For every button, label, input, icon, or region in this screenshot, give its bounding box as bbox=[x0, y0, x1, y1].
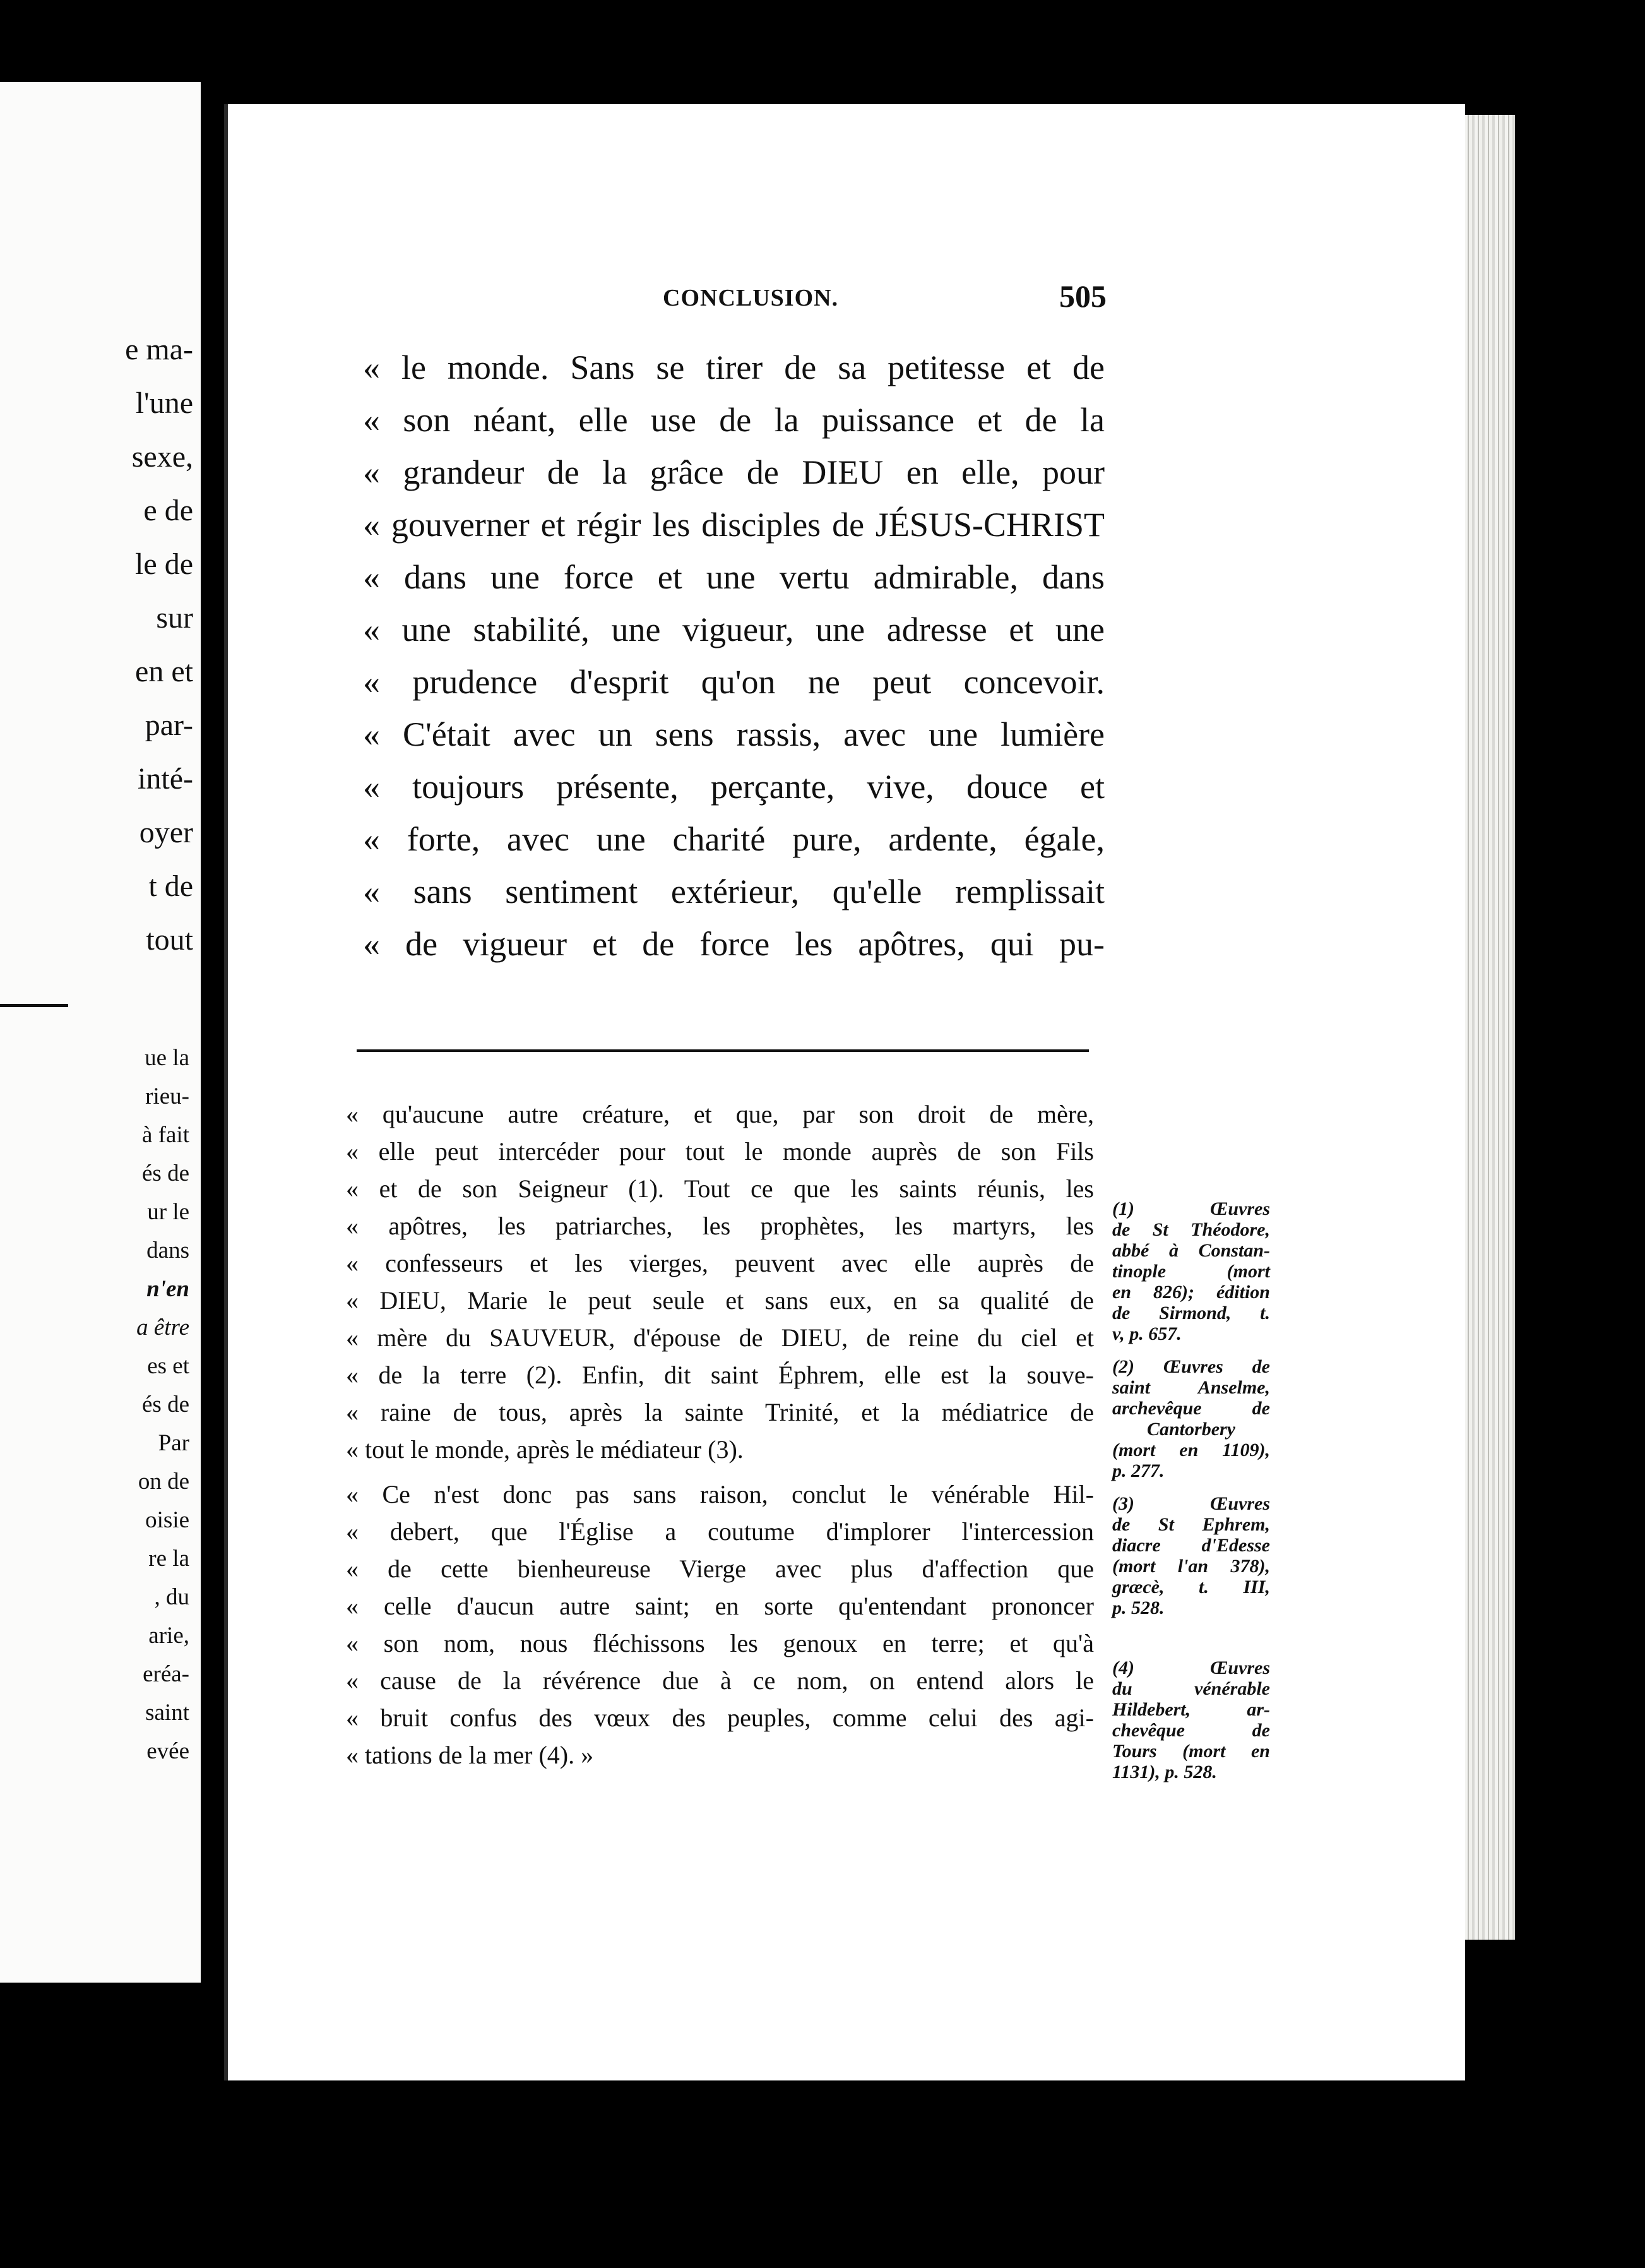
footnote-line: « son nom, nous fléchissons les genoux en terre; et qu'à bbox=[346, 1629, 1094, 1657]
side-note-line: du vénérable bbox=[1112, 1678, 1270, 1699]
facing-footnote-line: à fait bbox=[142, 1122, 189, 1148]
facing-page-line: e de bbox=[143, 494, 193, 527]
footnote-line: « de cette bienheureuse Vierge avec plus d'affection que bbox=[346, 1555, 1094, 1583]
side-note-line: (mort en 1109), bbox=[1112, 1440, 1270, 1460]
side-note-line: tinople (mort bbox=[1112, 1261, 1270, 1282]
facing-footnote-line: , du bbox=[154, 1584, 189, 1610]
footnote-line: « apôtres, les patriarches, les prophètes, les martyrs, les bbox=[346, 1212, 1094, 1240]
side-note-line: v, p. 657. bbox=[1112, 1323, 1182, 1344]
footnote-line: « de la terre (2). Enfin, dit saint Éphrem, elle est la souve- bbox=[346, 1361, 1094, 1389]
side-note-line: de St Théodore, bbox=[1112, 1219, 1270, 1240]
facing-footnote-line: on de bbox=[138, 1469, 189, 1495]
facing-footnote-line: dans bbox=[146, 1238, 189, 1263]
page-number: 505 bbox=[1059, 278, 1107, 314]
footnote-line: « Ce n'est donc pas sans raison, conclut le vénérable Hil- bbox=[346, 1480, 1094, 1508]
facing-footnote-line: ue la bbox=[145, 1045, 189, 1071]
facing-page-line: le de bbox=[135, 547, 193, 581]
facing-page-line: oyer bbox=[139, 816, 193, 849]
facing-footnote-line: n'en bbox=[146, 1276, 189, 1302]
side-note-line: Hildebert, ar- bbox=[1112, 1699, 1270, 1720]
footnote-line: « bruit confus des vœux des peuples, comme celui des agi- bbox=[346, 1704, 1094, 1732]
facing-footnote-line: saint bbox=[145, 1700, 189, 1726]
main-text-line: « C'était avec un sens rassis, avec une lumière bbox=[363, 715, 1105, 753]
side-note-line: archevêque de bbox=[1112, 1398, 1270, 1419]
side-note-line: Cantorbery bbox=[1146, 1419, 1235, 1440]
footnote-line: « raine de tous, après la sainte Trinité, et la médiatrice de bbox=[346, 1398, 1094, 1426]
facing-page-line: t de bbox=[148, 869, 193, 903]
facing-footnote-line: oisie bbox=[145, 1507, 189, 1533]
side-note-line: de Sirmond, t. bbox=[1112, 1303, 1270, 1323]
footnote-line: « mère du SAUVEUR, d'épouse de DIEU, de reine du ciel et bbox=[346, 1323, 1094, 1352]
side-note-line: de St Ephrem, bbox=[1112, 1514, 1270, 1535]
side-note-line: græcè, t. III, bbox=[1112, 1577, 1270, 1597]
footnote-line: « debert, que l'Église a coutume d'implorer l'intercession bbox=[346, 1517, 1094, 1546]
side-note-line: (1) Œuvres bbox=[1112, 1198, 1270, 1219]
running-head: CONCLUSION. bbox=[663, 285, 839, 311]
footnote-line: « tout le monde, après le médiateur (3). bbox=[346, 1435, 744, 1464]
footnote-line: « elle peut intercéder pour tout le monde auprès de son Fils bbox=[346, 1137, 1094, 1166]
facing-page-rule bbox=[0, 1004, 68, 1007]
facing-footnote-line: ur le bbox=[147, 1199, 189, 1225]
main-text-line: « toujours présente, perçante, vive, douce et bbox=[363, 768, 1105, 806]
footnote-line: « et de son Seigneur (1). Tout ce que les saints réunis, les bbox=[346, 1174, 1094, 1203]
side-note-line: abbé à Constan- bbox=[1112, 1240, 1270, 1261]
footnote-rule bbox=[357, 1049, 1089, 1052]
footnote-line: « cause de la révérence due à ce nom, on entend alors le bbox=[346, 1666, 1094, 1695]
footnote-line: « tations de la mer (4). » bbox=[346, 1741, 594, 1769]
side-note-line: Tours (mort en bbox=[1112, 1741, 1270, 1762]
side-note-line: (2) Œuvres de bbox=[1112, 1356, 1270, 1377]
side-note-line: saint Anselme, bbox=[1112, 1377, 1270, 1398]
side-note-line: 1131), p. 528. bbox=[1112, 1762, 1217, 1782]
facing-footnote-line: a être bbox=[136, 1315, 189, 1340]
footnote-line: « qu'aucune autre créature, et que, par son droit de mère, bbox=[346, 1100, 1094, 1128]
main-text-line: « sans sentiment extérieur, qu'elle remplissait bbox=[363, 873, 1105, 910]
facing-footnote-line: és de bbox=[142, 1161, 189, 1186]
side-note-line: p. 277. bbox=[1112, 1460, 1165, 1481]
main-text-line: « une stabilité, une vigueur, une adresse et une bbox=[363, 611, 1105, 648]
facing-page-line: en et bbox=[135, 655, 193, 688]
side-note-line: en 826); édition bbox=[1112, 1282, 1270, 1303]
side-note-line: (4) Œuvres bbox=[1112, 1657, 1270, 1678]
side-note-line: p. 528. bbox=[1112, 1597, 1165, 1618]
facing-page bbox=[0, 82, 201, 1983]
main-text-line: « forte, avec une charité pure, ardente, égale, bbox=[363, 820, 1105, 858]
main-text-line: « son néant, elle use de la puissance et de la bbox=[363, 401, 1105, 439]
footnote-line: « DIEU, Marie le peut seule et sans eux, en sa qualité de bbox=[346, 1286, 1094, 1315]
main-text-line: « de vigueur et de force les apôtres, qui pu- bbox=[363, 925, 1105, 963]
facing-footnote-line: arie, bbox=[148, 1623, 189, 1649]
facing-footnote-line: es et bbox=[147, 1353, 189, 1379]
main-text-line: « dans une force et une vertu admirable, dans bbox=[363, 558, 1105, 596]
facing-page-line: par- bbox=[145, 708, 193, 742]
facing-footnote-line: eréa- bbox=[143, 1661, 189, 1687]
facing-page-line: inté- bbox=[138, 762, 193, 796]
main-text-line: « le monde. Sans se tirer de sa petitesse et de bbox=[363, 349, 1105, 386]
facing-footnote-line: evée bbox=[146, 1738, 189, 1764]
footnote-line: « celle d'aucun autre saint; en sorte qu'entendant prononcer bbox=[346, 1592, 1094, 1620]
side-note-line: (3) Œuvres bbox=[1112, 1493, 1270, 1514]
side-note-line: (mort l'an 378), bbox=[1112, 1556, 1270, 1577]
main-text-line: « prudence d'esprit qu'on ne peut concevoir. bbox=[363, 663, 1105, 701]
side-note-line: diacre d'Edesse bbox=[1112, 1535, 1270, 1556]
facing-page-line: l'une bbox=[135, 386, 193, 420]
facing-page-line: tout bbox=[146, 923, 193, 957]
side-note-line: chevêque de bbox=[1112, 1720, 1270, 1741]
facing-page-line: sur bbox=[156, 601, 193, 635]
main-text-line: « gouverner et régir les disciples de JÉSUS-CHRIST bbox=[363, 506, 1105, 544]
facing-page-line: e ma- bbox=[125, 333, 193, 366]
facing-footnote-line: és de bbox=[142, 1392, 189, 1418]
facing-page-line: sexe, bbox=[131, 440, 193, 474]
facing-footnote-line: re la bbox=[148, 1546, 189, 1572]
facing-footnote-line: Par bbox=[158, 1430, 189, 1456]
footnote-line: « confesseurs et les vierges, peuvent avec elle auprès de bbox=[346, 1249, 1094, 1277]
facing-footnote-line: rieu- bbox=[145, 1083, 189, 1109]
main-text-line: « grandeur de la grâce de DIEU en elle, pour bbox=[363, 453, 1105, 491]
